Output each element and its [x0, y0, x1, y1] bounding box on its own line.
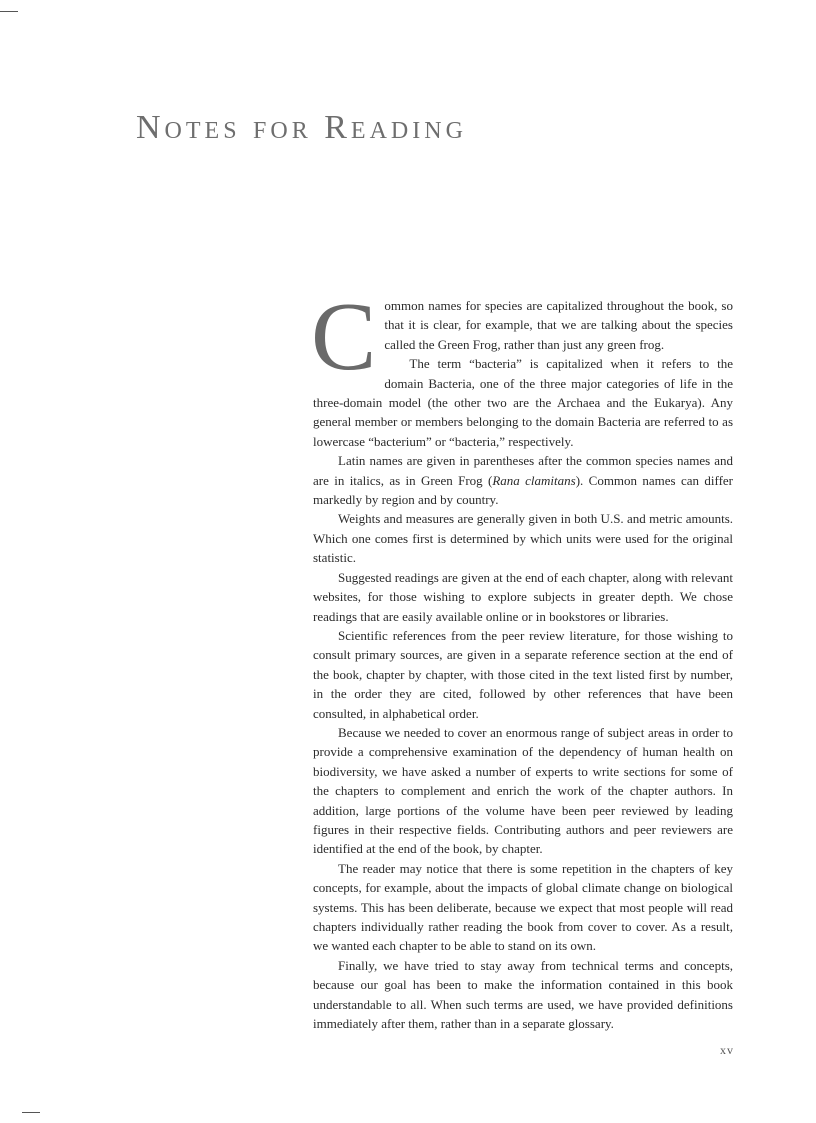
paragraph-4: Weights and measures are generally given in both U.S. and metric amounts. Which one comes first is determined by which units were used for the original statistic. — [313, 511, 733, 566]
paragraph-5: Suggested readings are given at the end of each chapter, along with relevant websites, for those wishing to explore subjects in greater depth. We chose readings that are easily available online or in bookstores or libraries. — [313, 569, 733, 624]
crop-mark-bottom — [22, 1112, 40, 1113]
latin-text-before: Latin names are given in parentheses after the common species names and are in italics, as in Green Frog ( — [313, 453, 733, 488]
drop-cap: C — [311, 283, 377, 391]
paragraph-3 — [313, 451, 733, 509]
page-title: Notes for Reading — [136, 109, 467, 146]
paragraph-7: Because we needed to cover an enormous range of subject areas in order to provide a comprehensive examination of the dependency of human health on biodiversity, we have asked a number of experts to write sections for some of the chapters to complement and enrich the work of the chapter authors. In addition, large portions of the volume have been peer reviewed by leading figures in their respective fields. Contributing authors and peer reviewers are identified at the end of the book, by chapter. — [313, 724, 733, 857]
page-number: xv — [720, 1043, 734, 1057]
crop-mark-top — [0, 11, 18, 12]
paragraph-6: Scientific references from the peer review literature, for those wishing to consult primary sources, are given in a separate reference section at the end of the book, chapter by chapter, with those cited in the text listed first by number, in the order they are cited, followed by other references that have been consulted, in alphabetical order. — [313, 627, 733, 721]
body-text — [311, 283, 733, 1033]
paragraph-1 — [311, 283, 733, 391]
paragraph-2: The term “bacteria” is capitalized when it refers to the domain Bacteria, one of the three major categories of life in the three-domain model (the other two are the Archaea and the Eukarya). Any general member or members belonging to the domain Bacteria are referred to as lowercase “bacterium” or “bacteria,” respectively. — [313, 356, 733, 449]
latin-text-after: ). Common names can differ markedly by region and by country. — [313, 472, 733, 508]
latin-name: Rana clamitans — [492, 472, 576, 488]
paragraph-9: Finally, we have tried to stay away from technical terms and concepts, because our goal has been to make the information contained in this book understandable to all. When such terms are used, we have provided definitions immediately after them, rather than in a separate glossary. — [313, 957, 733, 1032]
paragraph-8: The reader may notice that there is some repetition in the chapters of key concepts, for example, about the impacts of global climate change on biological systems. This has been deliberate, because we expect that most people will read chapters individually rather reading the book from cover to cover. As a result, we wanted each chapter to be able to stand on its own. — [313, 860, 733, 954]
paragraph-1-text: ommon names for species are capitalized throughout the book, so that it is clear, for example, that we are talking about the species called the Green Frog, rather than just any green frog. — [384, 298, 733, 352]
